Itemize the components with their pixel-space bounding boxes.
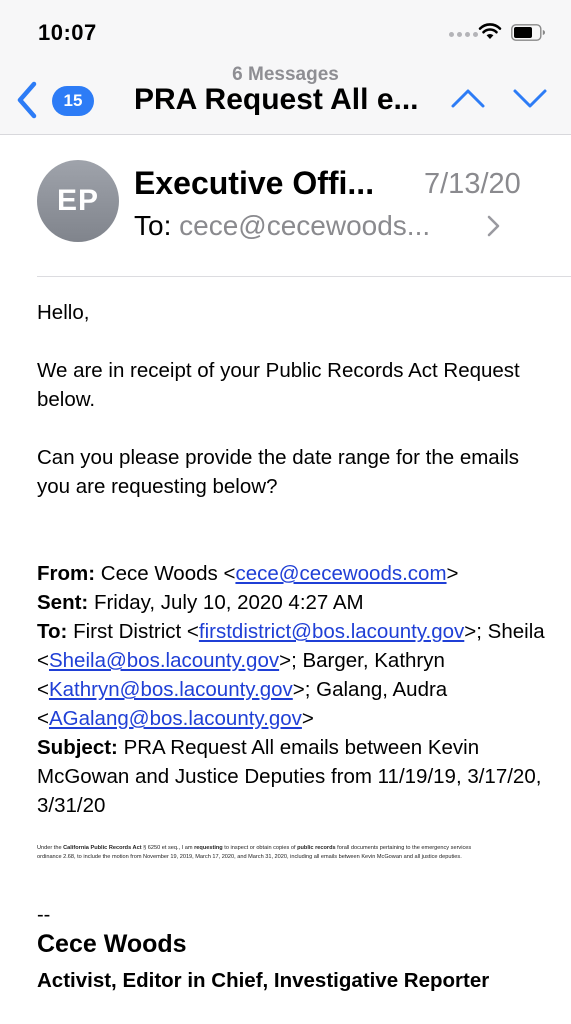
to-recipients-line <box>37 617 552 733</box>
signature-separator: -- <box>37 904 51 926</box>
firstdistrict-email-link[interactable]: firstdistrict@bos.lacounty.gov <box>198 620 465 643</box>
fineprint-text-4: forall documents pertaining to the emergency services ordinance 2.68, to include the motion from November 19, 2019, March 17, 2020, and March 31, 2020, including all emails between Kevin McGowan and all justice deputies. <box>37 845 472 860</box>
status-time: 10:07 <box>38 20 97 45</box>
kathryn-email-link[interactable]: Kathryn@bos.lacounty.gov <box>48 678 293 701</box>
sent-label: Sent: <box>37 591 89 614</box>
signature-title: Activist, Editor in Chief, Investigative Reporter <box>37 969 490 992</box>
from-line <box>37 559 552 588</box>
wifi-icon <box>478 22 502 45</box>
to-1-sep: >; Sheila < <box>37 620 545 672</box>
subject-value: PRA Request All emails between Kevin McGowan and Justice Deputies from 11/19/19, 3/17/20, 3/31/20 <box>37 736 542 817</box>
back-chevron-icon[interactable] <box>14 80 40 125</box>
subject-label: Subject: <box>37 736 118 759</box>
fineprint-bold-3: public records <box>297 845 336 851</box>
thread-title: PRA Request All e... <box>134 83 419 116</box>
fineprint-bold-2: requesting <box>194 845 223 851</box>
status-bar <box>0 0 571 62</box>
to-recipients-label: To: <box>37 620 68 643</box>
agalang-email-link[interactable]: AGalang@bos.lacounty.gov <box>48 707 302 730</box>
fineprint-bold-1: California Public Records Act <box>63 845 142 851</box>
recipient-line[interactable] <box>134 210 430 242</box>
to-1-name: First District < <box>73 620 199 643</box>
next-message-arrow-icon[interactable] <box>512 86 548 115</box>
message-date: 7/13/20 <box>424 168 521 200</box>
to-label: To: <box>134 210 172 241</box>
subject-line <box>37 733 552 820</box>
message-body <box>37 298 552 820</box>
chevron-right-icon[interactable] <box>486 214 502 243</box>
from-label: From: <box>37 562 96 585</box>
to-4-close: > <box>301 707 314 730</box>
fineprint-text-2: § 6250 et seq., I am <box>141 845 195 851</box>
from-close: > <box>446 562 459 585</box>
header-divider <box>37 276 571 277</box>
sheila-email-link[interactable]: Sheila@bos.lacounty.gov <box>48 649 280 672</box>
from-email-link[interactable]: cece@cecewoods.com <box>235 562 447 585</box>
cellular-signal-icon <box>449 32 478 37</box>
nav-bar <box>0 62 571 135</box>
sent-line <box>37 588 552 617</box>
fineprint-text-3: to inspect or obtain copies of <box>222 845 298 851</box>
signature-name: Cece Woods <box>37 930 187 958</box>
body-paragraph-1: We are in receipt of your Public Records Act Request below. <box>37 359 520 411</box>
to-2-sep: >; Barger, Kathryn < <box>37 649 445 701</box>
to-3-sep: >; Galang, Audra < <box>37 678 448 730</box>
body-paragraph-2: Can you please provide the date range for the emails you are requesting below? <box>37 446 520 498</box>
back-count-badge[interactable]: 15 <box>52 86 94 116</box>
forwarded-header <box>37 559 552 820</box>
recipient-address: cece@cecewoods... <box>179 210 431 241</box>
request-fineprint <box>37 844 477 862</box>
sender-name[interactable]: Executive Offi... <box>134 165 375 201</box>
sender-avatar[interactable]: EP <box>37 160 119 242</box>
message-count: 6 Messages <box>232 64 339 85</box>
sent-value: Friday, July 10, 2020 4:27 AM <box>93 591 364 614</box>
from-name: Cece Woods < <box>100 562 236 585</box>
battery-icon <box>511 24 547 46</box>
greeting: Hello, <box>37 301 90 324</box>
previous-message-arrow-icon[interactable] <box>450 86 486 115</box>
fineprint-text-1: Under the <box>37 845 64 851</box>
